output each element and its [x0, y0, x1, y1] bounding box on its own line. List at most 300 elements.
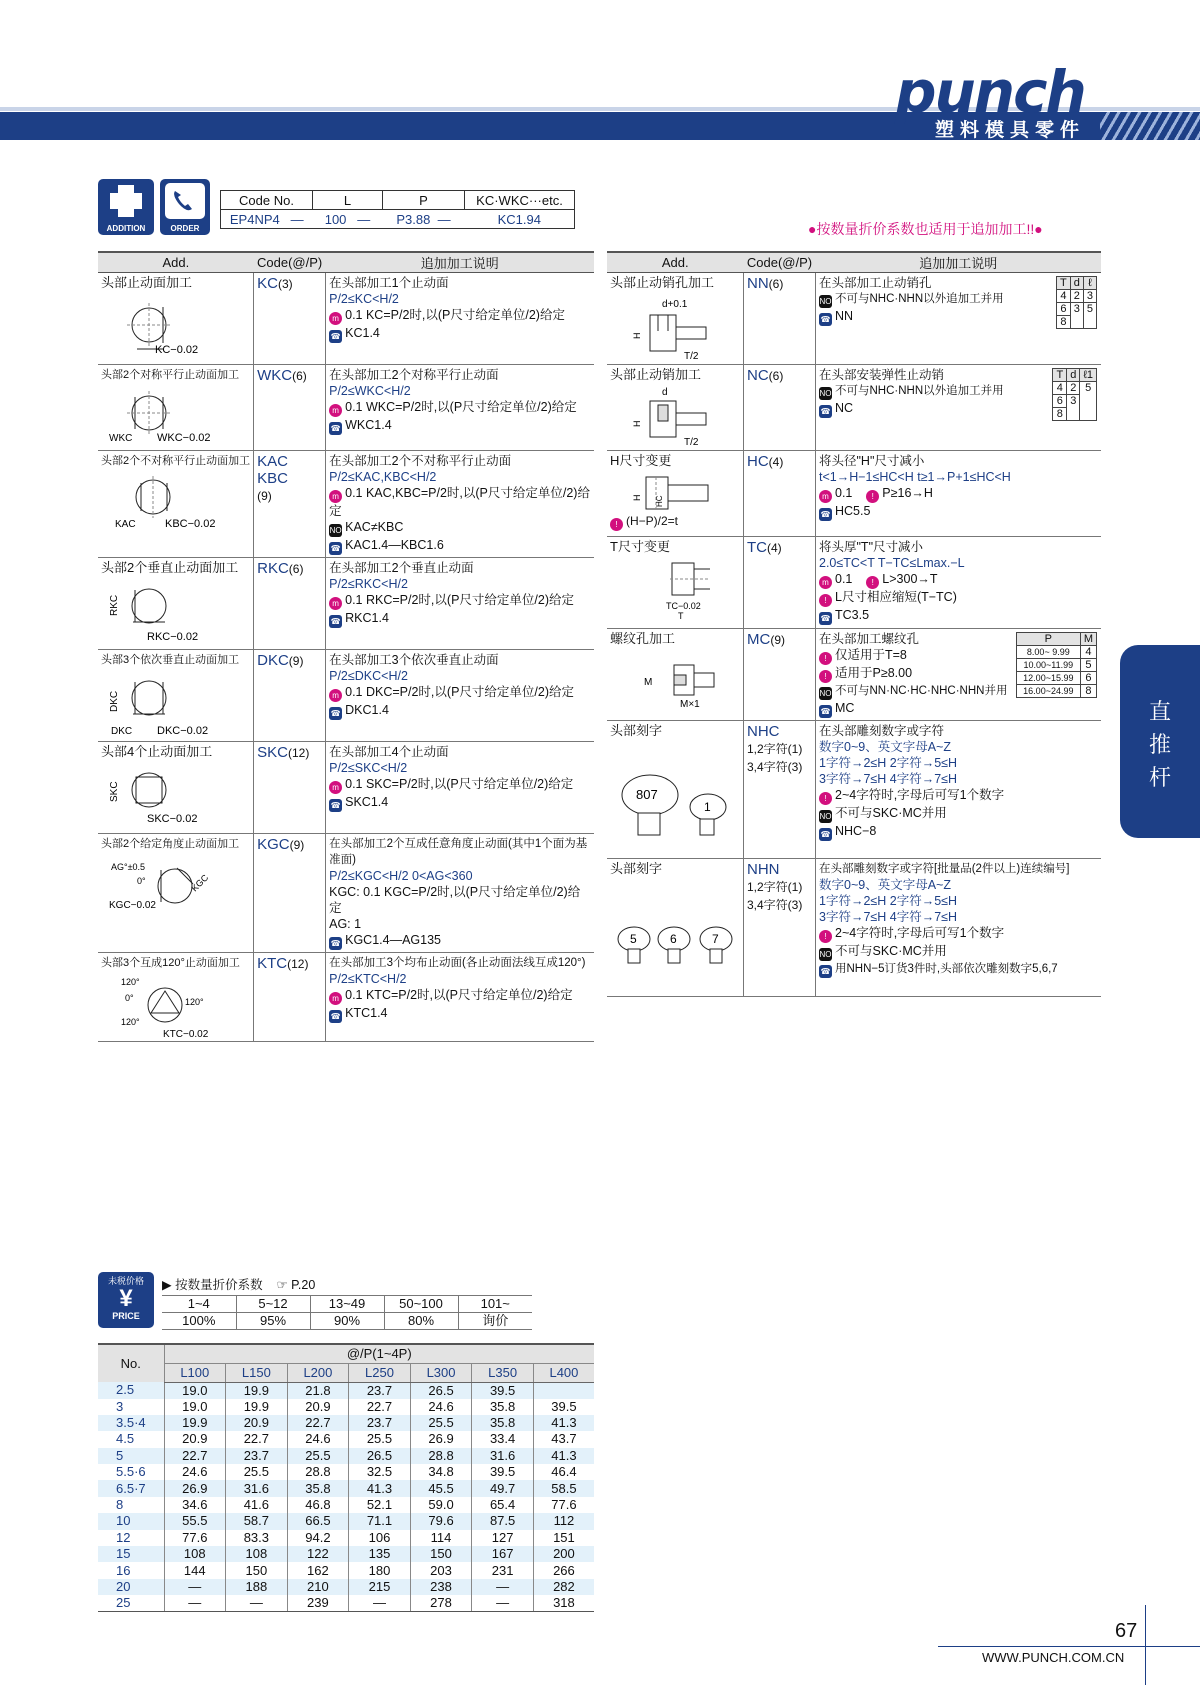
- desc-line: 在头部雕刻数字或字符: [819, 724, 945, 738]
- price-cell: 318: [533, 1595, 594, 1612]
- table-row: [98, 451, 594, 558]
- price-cell: 266: [533, 1562, 594, 1578]
- table-row: [607, 451, 1101, 537]
- skc-diagram: [101, 764, 221, 830]
- mini-cell: 12.00~15.99: [1016, 672, 1080, 685]
- price-cell: 108: [164, 1546, 226, 1562]
- desc-line: 0.1 SKC=P/2时,以(P尺寸给定单位/2)给定: [345, 777, 574, 791]
- code-dash: —: [437, 211, 451, 227]
- code-value-l: 100: [324, 211, 347, 227]
- mini-cell: 5: [1080, 659, 1096, 672]
- svg-text:SKC: SKC: [109, 781, 120, 802]
- price-cell: 31.6: [472, 1448, 534, 1464]
- price-cell: —: [472, 1579, 534, 1595]
- desc-line: 在头部加工止动销孔: [819, 276, 932, 290]
- desc-line: 在头部加工2个互成任意角度止动面(其中1个面为基准面): [329, 838, 588, 866]
- desc-line: AG: 1: [329, 917, 362, 931]
- desc-formula: P/2≤WKC<H/2: [329, 384, 411, 398]
- table-row: [607, 721, 1101, 859]
- price-cell: 215: [349, 1579, 411, 1595]
- svg-text:M×1: M×1: [680, 699, 700, 710]
- price-cell: 25.5: [226, 1464, 288, 1480]
- desc-line: 在头部加工4个止动面: [329, 745, 449, 759]
- mo-icon: m: [329, 597, 342, 610]
- code-value-code-no: EP4NP4: [229, 211, 280, 227]
- price-cell: 231: [472, 1562, 534, 1578]
- price-cell: 23.7: [226, 1448, 288, 1464]
- size-no: 3.5·4: [98, 1415, 164, 1431]
- price-cell: 24.6: [164, 1464, 226, 1480]
- table-row: [98, 365, 594, 451]
- kc-diagram: [101, 295, 221, 361]
- size-no: 5.5·6: [116, 1464, 146, 1480]
- price-cell: 188: [226, 1579, 288, 1595]
- table-row: [607, 273, 1101, 365]
- add-code: KAC: [257, 453, 288, 470]
- price-cell: 31.6: [226, 1480, 288, 1496]
- add-count: 1,2字符(1): [747, 742, 803, 756]
- price-cell: 43.7: [533, 1431, 594, 1447]
- nc-dim-table: [1052, 368, 1097, 421]
- qty-cell: 50~100: [384, 1296, 458, 1313]
- price-icon-top: 未税价格: [107, 1276, 144, 1286]
- table-row: [98, 1431, 594, 1447]
- add-name: 头部4个止动面加工: [101, 744, 213, 759]
- tel-icon: ☎: [330, 617, 341, 626]
- table-row: [98, 1448, 594, 1464]
- table-row: [98, 1382, 594, 1399]
- price-cell: 77.6: [533, 1497, 594, 1513]
- add-count: (4): [768, 455, 784, 469]
- desc-line: 2~4字符时,字母后可写1个数字: [835, 788, 1005, 802]
- rate-cell: 询价: [458, 1313, 532, 1330]
- desc-line: 在头部加工3个依次垂直止动面: [329, 653, 499, 667]
- length-header: L300: [410, 1363, 472, 1382]
- price-cell: 127: [472, 1530, 534, 1546]
- category-side-tab[interactable]: [1120, 645, 1200, 838]
- mini-cell: 6: [1057, 303, 1071, 316]
- mini-cell: 8: [1080, 685, 1096, 698]
- rate-cell: 100%: [162, 1313, 236, 1330]
- desc-line: L尺寸相应缩短(T−TC): [835, 590, 957, 604]
- desc-formula: 数字0~9、英文字母A~Z: [819, 878, 951, 892]
- price-cell: 34.6: [164, 1497, 226, 1513]
- mo-icon: m: [329, 312, 342, 325]
- mo-icon: m: [329, 490, 342, 503]
- mo-icon: m: [329, 689, 342, 702]
- svg-text:WKC: WKC: [109, 433, 133, 444]
- desc-example: SKC1.4: [345, 795, 389, 809]
- desc-formula: P/2≤KAC,KBC<H/2: [329, 470, 437, 484]
- svg-text:KGC−0.02: KGC−0.02: [109, 900, 156, 911]
- add-code: RKC: [257, 560, 289, 577]
- price-cell: 23.7: [349, 1415, 411, 1431]
- desc-example: KTC1.4: [345, 1006, 388, 1020]
- page-divider: [938, 1646, 1200, 1647]
- wkc-diagram: [101, 387, 221, 447]
- price-cell: 35.8: [287, 1480, 349, 1496]
- add-code: NHN: [747, 861, 780, 878]
- add-code: SKC: [257, 744, 288, 761]
- tel-icon: ☎: [820, 510, 831, 519]
- table-row: [98, 1595, 594, 1612]
- price-cell: 94.2: [287, 1530, 349, 1546]
- size-no: 8: [116, 1497, 124, 1513]
- code-header-etc: KC·WKC···etc.: [465, 191, 575, 210]
- mini-cell: 4: [1053, 382, 1067, 395]
- add-header: Add.: [98, 252, 254, 273]
- price-cell: 35.8: [472, 1399, 534, 1415]
- mini-cell: ℓ1: [1080, 369, 1097, 382]
- nc-diagram: [610, 387, 730, 447]
- add-count: 3,4字符(3): [747, 898, 803, 912]
- code-value-etc: KC1.94: [465, 210, 575, 229]
- length-header: L100: [164, 1363, 226, 1382]
- header-slash-pattern: [1100, 112, 1200, 140]
- tel-icon: ☎: [330, 424, 341, 433]
- table-row: [607, 365, 1101, 451]
- price-cell: 19.9: [226, 1399, 288, 1415]
- desc-formula: 2.0≤TC<T T−TC≤Lmax.−L: [819, 556, 965, 570]
- mini-cell: 2: [1067, 382, 1080, 395]
- desc-line: 在头部加工螺纹孔: [819, 632, 920, 646]
- svg-text:AG°±0.5: AG°±0.5: [111, 862, 146, 872]
- price-cell: 34.8: [410, 1464, 472, 1480]
- add-count: (9): [288, 654, 304, 668]
- svg-text:H: H: [632, 494, 642, 501]
- size-no: 15: [98, 1546, 164, 1562]
- svg-text:H: H: [632, 332, 642, 339]
- price-cell: 58.7: [226, 1513, 288, 1529]
- size-no: 25: [98, 1595, 164, 1612]
- price-cell: 19.0: [164, 1382, 226, 1399]
- length-header: L200: [287, 1363, 349, 1382]
- price-cell: 39.5: [472, 1382, 534, 1399]
- price-cell: 135: [349, 1546, 411, 1562]
- addition-icon: ADDITION: [98, 179, 154, 235]
- mini-cell: 5: [1083, 303, 1096, 329]
- code-value-p: P3.88: [396, 211, 431, 227]
- desc-example: RKC1.4: [345, 611, 389, 625]
- desc-line: 0.1: [835, 572, 853, 586]
- kac-diagram: [101, 473, 221, 533]
- price-cell: 282: [533, 1579, 594, 1595]
- svg-text:RKC−0.02: RKC−0.02: [147, 631, 199, 643]
- price-cell: 112: [533, 1513, 594, 1529]
- mini-cell: 3: [1070, 303, 1083, 329]
- price-cell: 278: [410, 1595, 472, 1612]
- price-cell: 238: [410, 1579, 472, 1595]
- svg-text:KBC−0.02: KBC−0.02: [165, 518, 216, 530]
- size-no: 2.5: [98, 1382, 164, 1399]
- add-code: KC: [257, 275, 278, 292]
- price-cell: 55.5: [164, 1513, 226, 1529]
- mini-cell: 8.00~ 9.99: [1016, 646, 1080, 659]
- add-count: (12): [287, 746, 310, 760]
- svg-text:DKC: DKC: [111, 726, 133, 737]
- desc-line: 0.1 RKC=P/2时,以(P尺寸给定单位/2)给定: [345, 593, 574, 607]
- brand-subtitle: 塑料模具零件: [935, 120, 1086, 141]
- price-cell: 46.4: [533, 1464, 594, 1480]
- price-cell: 35.8: [472, 1415, 534, 1431]
- desc-line: L>300→T: [882, 572, 938, 586]
- price-cell: 26.9: [164, 1480, 226, 1496]
- mini-cell: 6: [1053, 395, 1067, 408]
- desc-line: 仅适用于T=8: [835, 648, 907, 662]
- tel-icon: ☎: [330, 939, 341, 948]
- desc-formula: P/2≤RKC<H/2: [329, 577, 408, 591]
- svg-text:WKC−0.02: WKC−0.02: [157, 432, 211, 444]
- mini-cell: M: [1080, 633, 1096, 646]
- tel-icon: ☎: [820, 407, 831, 416]
- mini-cell: 4: [1080, 646, 1096, 659]
- price-cell: 150: [226, 1562, 288, 1578]
- price-cell: 106: [349, 1530, 411, 1546]
- yen-icon: ¥: [119, 1285, 133, 1312]
- table-row: [607, 859, 1101, 997]
- price-cell: 19.0: [164, 1399, 226, 1415]
- add-code: MC: [747, 631, 771, 648]
- price-cell: 24.6: [410, 1399, 472, 1415]
- mini-cell: 3: [1083, 290, 1096, 303]
- table-row: [98, 953, 594, 1042]
- add-count: 3,4字符(3): [747, 760, 803, 774]
- price-cell: 49.7: [472, 1480, 534, 1496]
- engraving-text: 7: [712, 932, 719, 946]
- tel-icon: ☎: [330, 709, 341, 718]
- desc-line: 0.1 KTC=P/2时,以(P尺寸给定单位/2)给定: [345, 988, 573, 1002]
- table-row: [98, 273, 594, 365]
- desc-line: 0.1: [835, 486, 853, 500]
- nhc-diagram: [610, 743, 740, 847]
- price-cell: 22.7: [226, 1431, 288, 1447]
- table-row: [98, 1497, 594, 1513]
- desc-line: 0.1 KAC,KBC=P/2时,以(P尺寸给定单位/2)给定: [329, 486, 590, 518]
- tc-diagram: [610, 559, 730, 621]
- desc-formula: 1字符→2≤H 2字符→5≤H: [819, 894, 958, 908]
- svg-text:d: d: [662, 387, 668, 398]
- svg-text:d+0.1: d+0.1: [662, 299, 688, 310]
- svg-text:DKC−0.02: DKC−0.02: [157, 725, 209, 737]
- code-header-code-no: Code No.: [221, 191, 313, 210]
- desc-header: 追加加工说明: [816, 252, 1102, 273]
- desc-formula: 3字符→7≤H 4字符→7≤H: [819, 910, 958, 924]
- desc-line: 在头部加工3个均布止动面(各止动面法线互成120°): [329, 957, 586, 969]
- price-cell: 79.6: [410, 1513, 472, 1529]
- price-cell: 41.3: [533, 1448, 594, 1464]
- add-name: 头部2个对称平行止动面加工: [101, 369, 240, 381]
- side-tab-char: 杆: [1148, 765, 1171, 790]
- price-cell: 26.9: [410, 1431, 472, 1447]
- tel-icon: ☎: [820, 614, 831, 623]
- mc-dim-table: [1016, 632, 1097, 698]
- mini-cell: 3: [1067, 395, 1080, 421]
- add-name: 螺纹孔加工: [610, 631, 676, 646]
- warning-icon: !: [819, 594, 832, 607]
- price-cell: 41.3: [349, 1480, 411, 1496]
- length-header: L400: [533, 1363, 594, 1382]
- price-cell: 52.1: [349, 1497, 411, 1513]
- desc-line: 不可与NN·NC·HC·NHC·NHN并用: [835, 685, 1008, 697]
- add-name: 头部3个互成120°止动面加工: [101, 957, 240, 969]
- price-cell: 46.8: [287, 1497, 349, 1513]
- desc-line: P≥16→H: [882, 486, 933, 500]
- desc-example: NHC−8: [835, 824, 877, 838]
- size-no: 16: [116, 1562, 131, 1578]
- price-cell: 23.7: [349, 1382, 411, 1399]
- svg-text:0°: 0°: [137, 876, 146, 886]
- price-cell: 122: [287, 1546, 349, 1562]
- desc-line: 在头部加工2个对称平行止动面: [329, 368, 499, 382]
- add-count: 1,2字符(1): [747, 880, 803, 894]
- length-header: L250: [349, 1363, 411, 1382]
- desc-line: 0.1 WKC=P/2时,以(P尺寸给定单位/2)给定: [345, 400, 577, 414]
- no-icon: NO: [819, 812, 832, 821]
- desc-example: KC1.4: [345, 326, 380, 340]
- price-cell: 114: [410, 1530, 472, 1546]
- page-ref-link[interactable]: ☞ P.20: [276, 1278, 316, 1292]
- add-name: 头部止动销孔加工: [610, 275, 715, 290]
- price-cell: 32.5: [349, 1464, 411, 1480]
- desc-formula: 1字符→2≤H 2字符→5≤H: [819, 756, 958, 770]
- desc-formula: P/2≤KTC<H/2: [329, 972, 407, 986]
- desc-formula: 3字符→7≤H 4字符→7≤H: [819, 772, 958, 786]
- add-count: (6): [288, 562, 304, 576]
- group-header: @/P(1~4P): [164, 1344, 594, 1363]
- table-row: [98, 1579, 594, 1595]
- rate-cell: 80%: [384, 1313, 458, 1330]
- mo-icon: m: [819, 576, 832, 589]
- discount-label-text: ▶ 按数量折价系数: [162, 1278, 263, 1292]
- mini-cell: d: [1070, 277, 1083, 290]
- qty-cell: 1~4: [162, 1296, 236, 1313]
- add-count: (9): [770, 633, 785, 647]
- price-table: [98, 1343, 594, 1612]
- table-row: [98, 834, 594, 953]
- price-cell: —: [349, 1595, 411, 1612]
- price-cell: 33.4: [472, 1431, 534, 1447]
- table-row: [607, 537, 1101, 629]
- desc-line: 在头部安装弹性止动销: [819, 368, 945, 382]
- desc-example: WKC1.4: [345, 418, 392, 432]
- price-cell: 59.0: [410, 1497, 472, 1513]
- price-cell: 203: [410, 1562, 472, 1578]
- engraving-text: 5: [630, 932, 637, 946]
- price-cell: —: [472, 1595, 534, 1612]
- tel-icon: ☎: [820, 830, 831, 839]
- no-icon: NO: [819, 950, 832, 959]
- no-icon: NO: [329, 526, 342, 535]
- qty-cell: 5~12: [236, 1296, 310, 1313]
- discount-label: [162, 1275, 315, 1293]
- footer-url[interactable]: WWW.PUNCH.COM.CN: [982, 1650, 1125, 1665]
- side-tab-char: 直: [1148, 699, 1171, 724]
- tel-icon: ☎: [820, 315, 831, 324]
- rate-cell: 90%: [310, 1313, 384, 1330]
- mc-diagram: [610, 651, 730, 711]
- price-cell: 24.6: [287, 1431, 349, 1447]
- desc-line: KAC≠KBC: [345, 520, 404, 534]
- svg-text:T/2: T/2: [684, 351, 699, 361]
- add-code: DKC: [257, 652, 289, 669]
- add-count: (9): [257, 489, 272, 503]
- price-icon-label: PRICE: [112, 1311, 140, 1321]
- desc-line: 将头厚"T"尺寸减小: [819, 540, 924, 554]
- page-number: 67: [1115, 1620, 1138, 1642]
- price-cell: 26.5: [410, 1382, 472, 1399]
- engraving-text: 807: [636, 787, 658, 802]
- desc-formula: P/2≤KGC<H/2 0<AG<360: [329, 869, 473, 883]
- size-no: 10: [98, 1513, 164, 1529]
- order-icon: ORDER: [160, 179, 210, 235]
- no-icon: NO: [819, 297, 832, 306]
- add-count: (9): [289, 838, 305, 852]
- engraving-text: 1: [704, 800, 711, 814]
- svg-text:M: M: [644, 677, 653, 688]
- no-header: No.: [98, 1344, 164, 1382]
- svg-text:T: T: [678, 611, 684, 621]
- nn-diagram: [610, 295, 730, 361]
- add-name: 头部2个给定角度止动面加工: [101, 838, 240, 850]
- desc-formula: 数字0~9、英文字母A~Z: [819, 740, 951, 754]
- desc-formula: P/2≤SKC<H/2: [329, 761, 408, 775]
- add-code: KBC: [257, 470, 288, 487]
- add-code: TC: [747, 539, 767, 556]
- price-cell: 108: [226, 1546, 288, 1562]
- tel-icon: ☎: [820, 967, 831, 976]
- table-row: [98, 558, 594, 650]
- code-dash: —: [290, 211, 304, 227]
- add-code: WKC: [257, 367, 293, 384]
- code-header-l: L: [313, 191, 383, 210]
- table-row: [98, 1513, 594, 1529]
- warning-icon: !: [819, 792, 832, 805]
- price-cell: 20.9: [164, 1431, 226, 1447]
- desc-line: 不可与NHC·NHN以外追加工并用: [835, 293, 1004, 305]
- mo-icon: m: [329, 404, 342, 417]
- price-cell: 19.9: [226, 1382, 288, 1399]
- side-tab-char: 推: [1148, 732, 1171, 757]
- mini-cell: T: [1053, 369, 1067, 382]
- mo-icon: m: [819, 490, 832, 503]
- svg-text:120°: 120°: [121, 977, 140, 987]
- table-row: [98, 650, 594, 742]
- mini-cell: 4: [1057, 290, 1071, 303]
- price-cell: 28.8: [410, 1448, 472, 1464]
- add-name: 头部止动面加工: [101, 275, 193, 290]
- mini-cell: d: [1067, 369, 1080, 382]
- desc-formula: P/2≤KC<H/2: [329, 292, 399, 306]
- add-header: Add.: [607, 252, 744, 273]
- desc-line: 不可与NHC·NHN以外追加工并用: [835, 385, 1004, 397]
- price-cell: 41.3: [533, 1415, 594, 1431]
- desc-example: DKC1.4: [345, 703, 389, 717]
- mini-cell: 5: [1080, 382, 1097, 421]
- tel-icon: ☎: [330, 1012, 341, 1021]
- desc-example: NC: [835, 401, 854, 415]
- svg-text:0°: 0°: [125, 993, 134, 1003]
- no-icon: NO: [819, 389, 832, 398]
- svg-text:TC−0.02: TC−0.02: [666, 601, 701, 611]
- table-row: [98, 1464, 594, 1480]
- table-row: [98, 1530, 594, 1546]
- ktc-diagram: [101, 975, 231, 1039]
- add-name: T尺寸变更: [610, 539, 670, 554]
- svg-text:KAC: KAC: [115, 519, 136, 530]
- mini-cell: 16.00~24.99: [1016, 685, 1080, 698]
- add-name: 头部刻字: [610, 723, 663, 738]
- desc-formula: t<1→H−1≤HC<H t≥1→P+1≤HC<H: [819, 470, 1011, 484]
